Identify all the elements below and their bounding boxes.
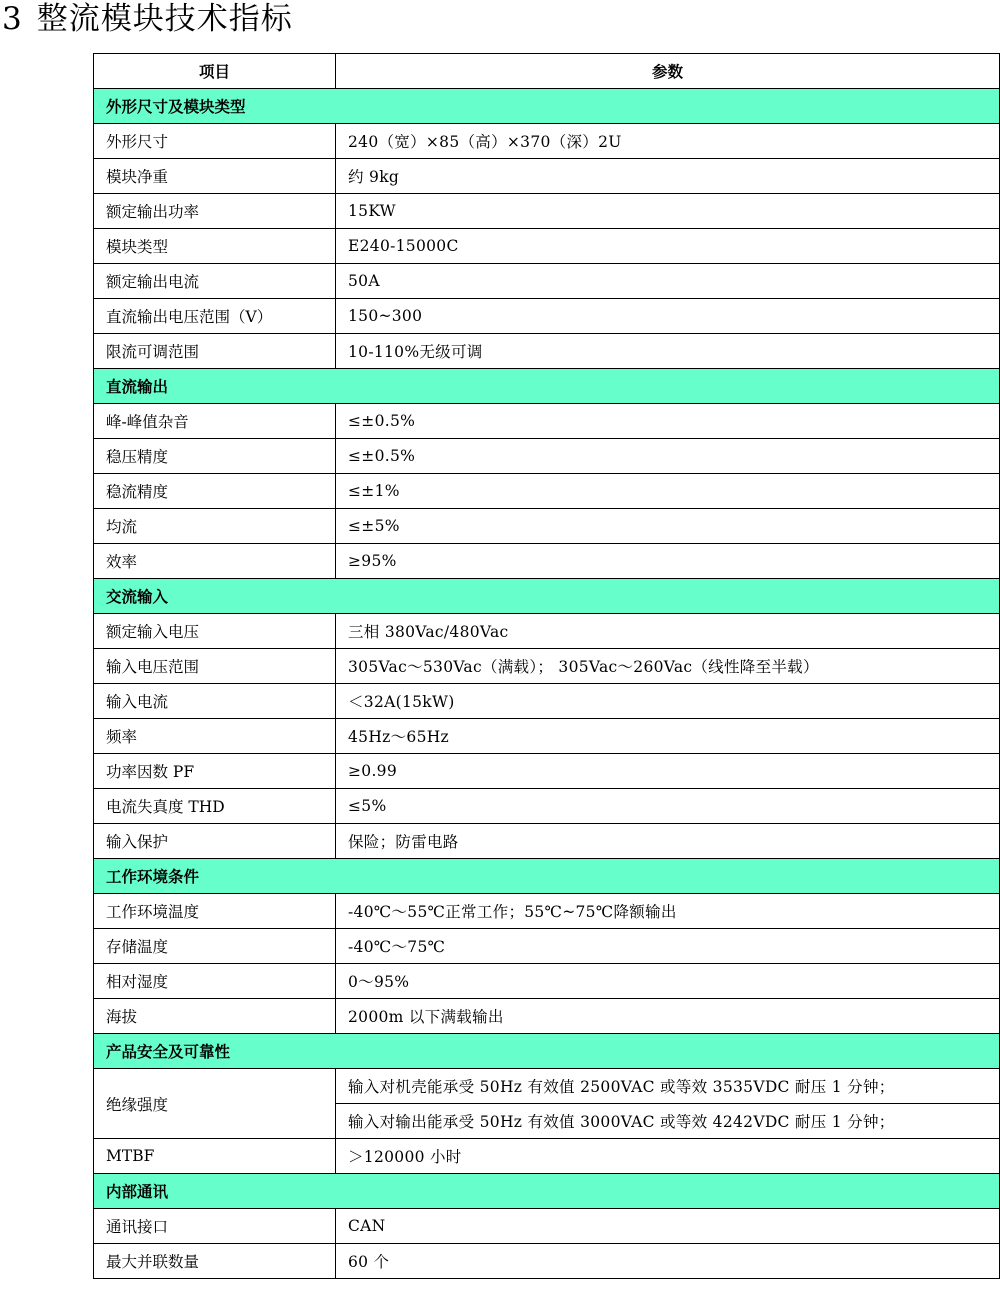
table-row xyxy=(94,929,1000,964)
table-row xyxy=(94,194,1000,229)
value-cell: ≤5% xyxy=(336,789,1000,824)
table-row xyxy=(94,719,1000,754)
table-row xyxy=(94,789,1000,824)
item-cell: 输入电压范围 xyxy=(94,649,336,684)
section-title: 产品安全及可靠性 xyxy=(94,1034,1000,1069)
item-cell: 直流输出电压范围（V） xyxy=(94,299,336,334)
table-row xyxy=(94,1139,1000,1174)
header-param: 参数 xyxy=(336,54,1000,89)
item-cell: 限流可调范围 xyxy=(94,334,336,369)
value-cell: ≤±5% xyxy=(336,509,1000,544)
value-cell: ＞120000 小时 xyxy=(336,1139,1000,1174)
table-row xyxy=(94,299,1000,334)
value-cell: 50A xyxy=(336,264,1000,299)
value-cell: ＜32A(15kW) xyxy=(336,684,1000,719)
item-cell: 峰-峰值杂音 xyxy=(94,404,336,439)
item-cell: 电流失真度 THD xyxy=(94,789,336,824)
item-cell: 均流 xyxy=(94,509,336,544)
table-header-row xyxy=(94,54,1000,89)
table-row xyxy=(94,404,1000,439)
value-cell: ≥0.99 xyxy=(336,754,1000,789)
table-row xyxy=(94,544,1000,579)
table-row xyxy=(94,894,1000,929)
table-row xyxy=(94,964,1000,999)
table-row xyxy=(94,824,1000,859)
table-row xyxy=(94,614,1000,649)
item-cell: 效率 xyxy=(94,544,336,579)
section-title: 直流输出 xyxy=(94,369,1000,404)
page-heading xyxy=(2,0,293,40)
table-row xyxy=(94,159,1000,194)
value-cell: ≤±1% xyxy=(336,474,1000,509)
table-row xyxy=(94,684,1000,719)
header-item: 项目 xyxy=(94,54,336,89)
item-cell: 输入电流 xyxy=(94,684,336,719)
value-cell: 60 个 xyxy=(336,1244,1000,1279)
table-row xyxy=(94,1244,1000,1279)
table-row xyxy=(94,124,1000,159)
table-row xyxy=(94,474,1000,509)
value-cell: 150~300 xyxy=(336,299,1000,334)
table-row xyxy=(94,229,1000,264)
heading-number: 3 xyxy=(2,1,23,37)
table-row xyxy=(94,649,1000,684)
item-cell: 工作环境温度 xyxy=(94,894,336,929)
value-cell: -40℃～75℃ xyxy=(336,929,1000,964)
item-cell: 模块类型 xyxy=(94,229,336,264)
section-header-row xyxy=(94,1174,1000,1209)
value-cell: 输入对输出能承受 50Hz 有效值 3000VAC 或等效 4242VDC 耐压 1 分钟； xyxy=(336,1104,1000,1139)
section-title: 交流输入 xyxy=(94,579,1000,614)
value-cell: 305Vac～530Vac（满载）； 305Vac～260Vac（线性降至半载） xyxy=(336,649,1000,684)
value-cell: 240（宽）×85（高）×370（深）2U xyxy=(336,124,1000,159)
value-cell: -40℃～55℃正常工作；55℃~75℃降额输出 xyxy=(336,894,1000,929)
item-cell: 绝缘强度 xyxy=(94,1069,336,1139)
item-cell: 外形尺寸 xyxy=(94,124,336,159)
value-cell: 三相 380Vac/480Vac xyxy=(336,614,1000,649)
heading-title: 整流模块技术指标 xyxy=(36,1,293,37)
table-row xyxy=(94,1209,1000,1244)
table-row xyxy=(94,1069,1000,1104)
section-header-row xyxy=(94,859,1000,894)
item-cell: 稳流精度 xyxy=(94,474,336,509)
item-cell: 额定输出功率 xyxy=(94,194,336,229)
item-cell: 相对湿度 xyxy=(94,964,336,999)
spec-table xyxy=(93,53,1000,1279)
item-cell: MTBF xyxy=(94,1139,336,1174)
item-cell: 频率 xyxy=(94,719,336,754)
value-cell: 输入对机壳能承受 50Hz 有效值 2500VAC 或等效 3535VDC 耐压 1 分钟； xyxy=(336,1069,1000,1104)
value-cell: ≤±0.5% xyxy=(336,404,1000,439)
value-cell: 15KW xyxy=(336,194,1000,229)
table-row xyxy=(94,509,1000,544)
table-row xyxy=(94,754,1000,789)
item-cell: 额定输出电流 xyxy=(94,264,336,299)
value-cell: 保险；防雷电路 xyxy=(336,824,1000,859)
section-header-row xyxy=(94,369,1000,404)
item-cell: 存储温度 xyxy=(94,929,336,964)
section-title: 内部通讯 xyxy=(94,1174,1000,1209)
section-title: 工作环境条件 xyxy=(94,859,1000,894)
section-header-row xyxy=(94,579,1000,614)
value-cell: ≤±0.5% xyxy=(336,439,1000,474)
value-cell: CAN xyxy=(336,1209,1000,1244)
item-cell: 海拔 xyxy=(94,999,336,1034)
value-cell: 约 9kg xyxy=(336,159,1000,194)
table-row xyxy=(94,264,1000,299)
item-cell: 通讯接口 xyxy=(94,1209,336,1244)
value-cell: 0～95% xyxy=(336,964,1000,999)
item-cell: 额定输入电压 xyxy=(94,614,336,649)
value-cell: ≥95% xyxy=(336,544,1000,579)
value-cell: 10-110%无级可调 xyxy=(336,334,1000,369)
item-cell: 功率因数 PF xyxy=(94,754,336,789)
section-title: 外形尺寸及模块类型 xyxy=(94,89,1000,124)
value-cell: E240-15000C xyxy=(336,229,1000,264)
item-cell: 输入保护 xyxy=(94,824,336,859)
item-cell: 模块净重 xyxy=(94,159,336,194)
value-cell: 2000m 以下满载输出 xyxy=(336,999,1000,1034)
section-header-row xyxy=(94,1034,1000,1069)
table-row xyxy=(94,334,1000,369)
section-header-row xyxy=(94,89,1000,124)
table-row xyxy=(94,439,1000,474)
item-cell: 最大并联数量 xyxy=(94,1244,336,1279)
table-row xyxy=(94,999,1000,1034)
item-cell: 稳压精度 xyxy=(94,439,336,474)
value-cell: 45Hz～65Hz xyxy=(336,719,1000,754)
